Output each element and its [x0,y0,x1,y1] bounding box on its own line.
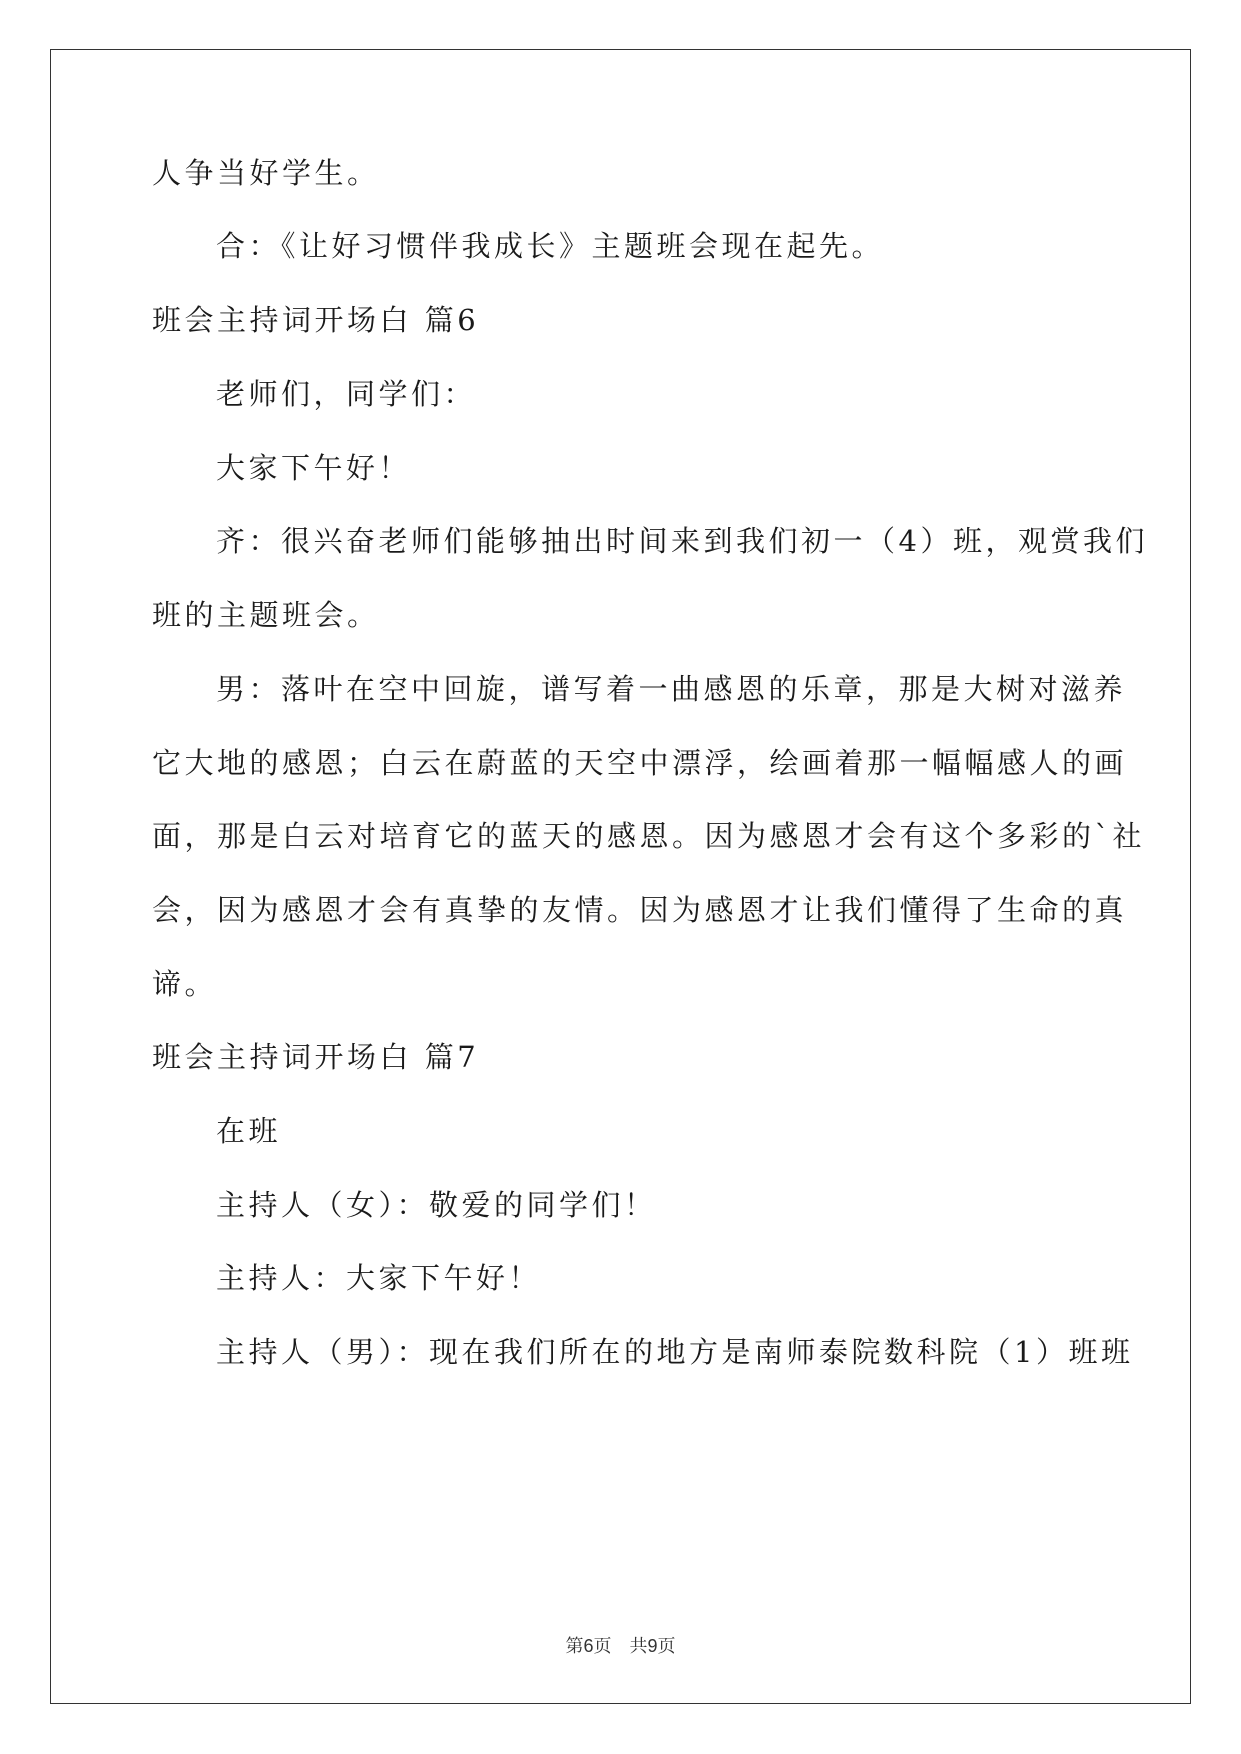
page-total: 9 [647,1636,658,1656]
section-heading: 班会主持词开场白 篇6 [152,303,480,337]
paragraph-line: 老师们，同学们： [216,377,477,411]
page-current: 6 [583,1636,594,1656]
paragraph-line: 会，因为感恩才会有真挚的友情。因为感恩才让我们懂得了生命的真 [152,893,1128,927]
section-heading: 班会主持词开场白 篇7 [152,1040,480,1074]
paragraph-line: 班的主题班会。 [152,598,380,632]
total-prefix: 共 [629,1636,648,1657]
total-suffix: 页 [657,1636,676,1657]
paragraph-line: 它大地的感恩；白云在蔚蓝的天空中漂浮，绘画着那一幅幅感人的画 [152,746,1128,780]
paragraph-line: 面，那是白云对培育它的蓝天的感恩。因为感恩才会有这个多彩的`社 [152,819,1146,853]
paragraph-line: 主持人（男）：现在我们所在的地方是南师泰院数科院（1）班班 [216,1335,1134,1369]
page-border [50,49,1191,1704]
page-suffix: 页 [593,1636,612,1657]
paragraph-line: 合：《让好习惯伴我成长》主题班会现在起先。 [216,229,885,263]
paragraph-line: 谛。 [152,967,218,1001]
page-prefix: 第 [565,1636,584,1657]
paragraph-line: 主持人（女）：敬爱的同学们！ [216,1188,657,1222]
paragraph-line: 男：落叶在空中回旋，谱写着一曲感恩的乐章，那是大树对滋养 [216,672,1127,706]
paragraph-line: 人争当好学生。 [152,156,380,190]
paragraph-line: 在班 [216,1114,282,1148]
paragraph-line: 主持人：大家下午好！ [216,1261,542,1295]
paragraph-line: 齐：很兴奋老师们能够抽出时间来到我们初一（4）班，观赏我们 [216,524,1148,558]
page-footer [0,1634,1241,1659]
paragraph-line: 大家下午好！ [216,451,412,485]
